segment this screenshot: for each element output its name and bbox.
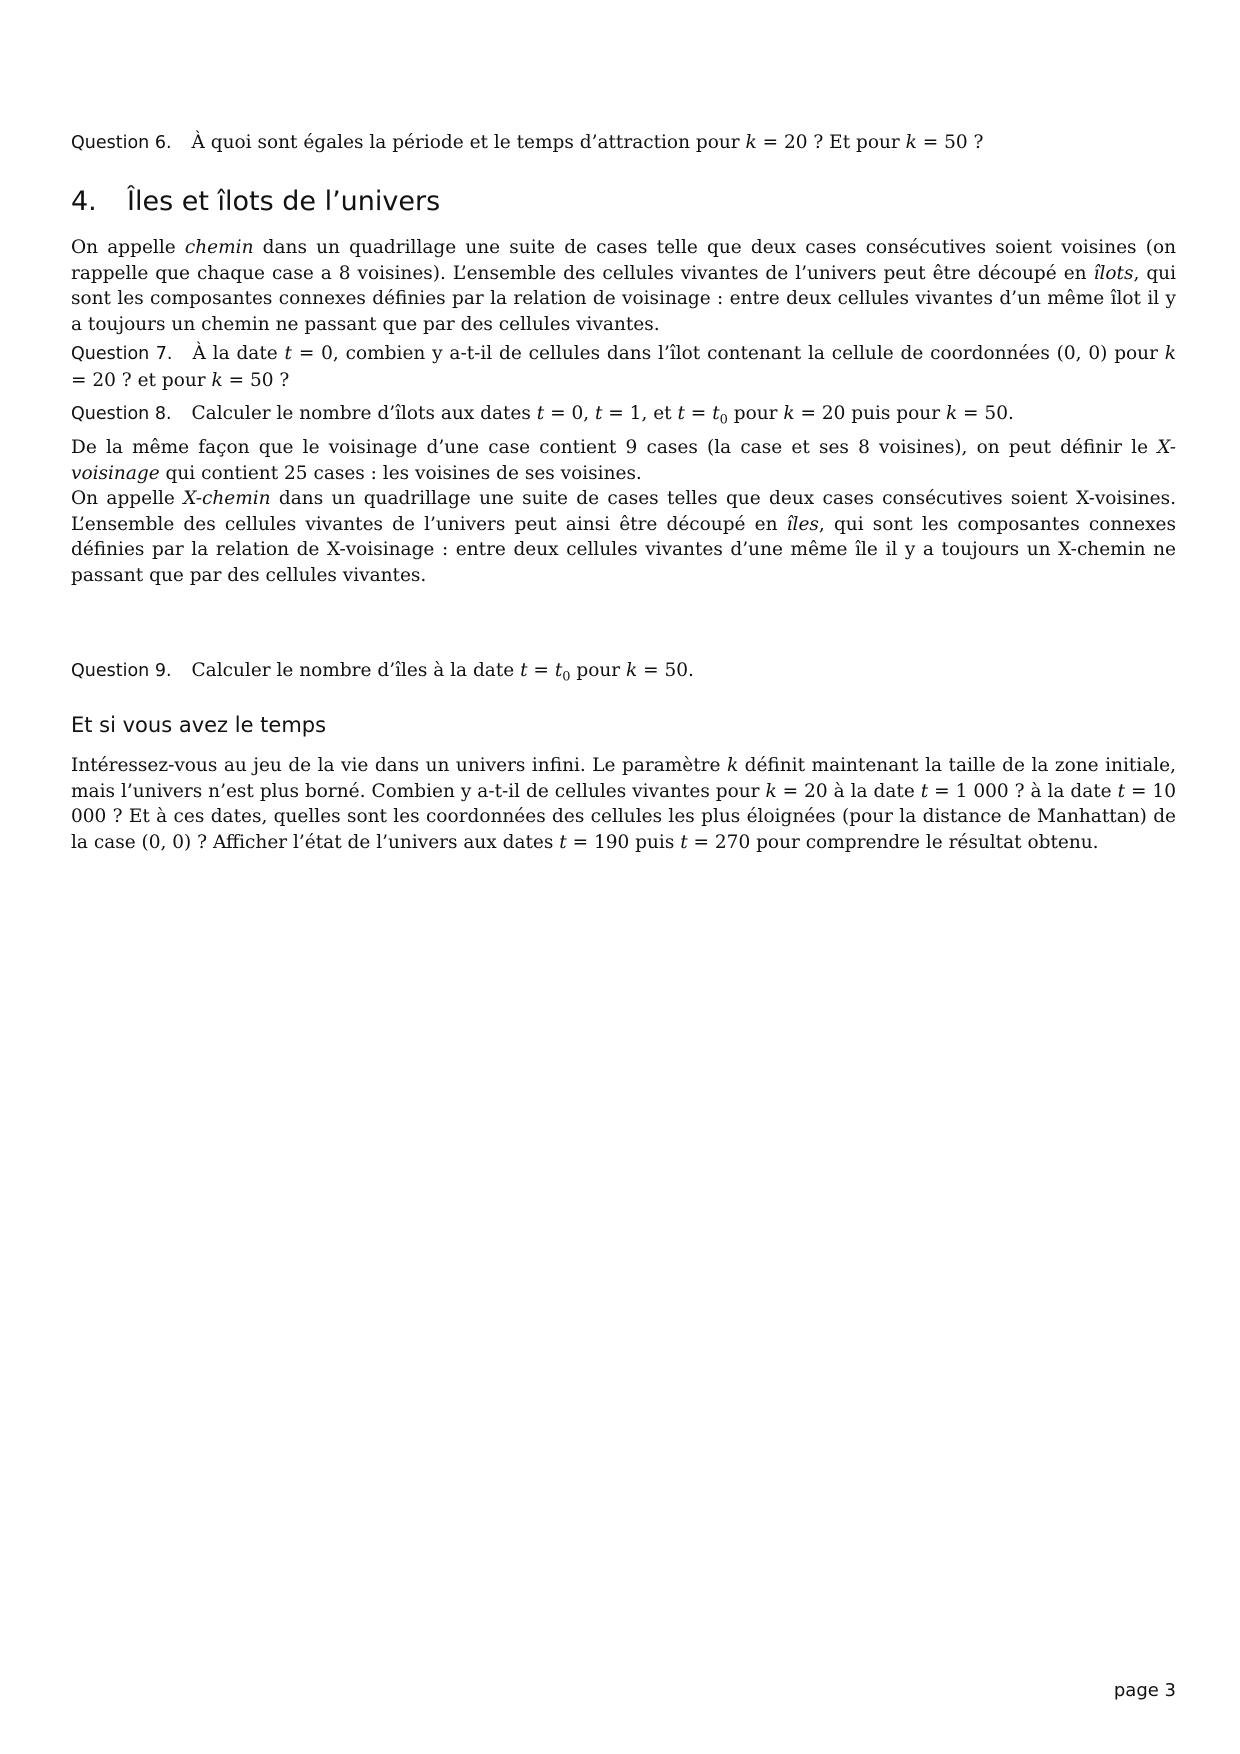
- text: = 10 000 ? Et à ces dates, quelles sont les coordonnées des cellules les plus éloignées (pour la distance de Manhattan) de la case (0, 0) ? Afficher l’état de l’univers aux dates: [71, 780, 1176, 853]
- math-var: k: [783, 403, 795, 424]
- text: pour: [570, 660, 626, 681]
- paragraph-x-definitions: [71, 435, 1176, 588]
- math-var: k: [745, 132, 757, 153]
- emphasis: îles: [786, 513, 819, 535]
- text: =: [684, 403, 713, 424]
- math-var: k: [211, 369, 223, 391]
- text: définit maintenant la taille de la zone initiale, mais l’univers n’est plus borné. Combien y a-t-il de cellules vivantes pour: [71, 755, 1176, 802]
- math-var: t: [559, 831, 567, 853]
- text: Intéressez-vous au jeu de la vie dans un univers infini. Le paramètre: [71, 755, 727, 776]
- question-7: [71, 341, 1176, 393]
- math-var: t: [520, 660, 528, 681]
- question-label: Question 8.: [71, 404, 172, 424]
- text: On appelle: [71, 237, 185, 258]
- math-var: t: [680, 831, 688, 853]
- question-text: À quoi sont égales la période et le temps d’attraction pour: [191, 132, 746, 153]
- question-9: [71, 658, 1176, 690]
- text: dans un quadrillage une suite de cases telle que deux cases consécutives soient voisines (on rappelle que chaque case a 8 voisines). L’ensemble des cellules vivantes de l’univers peut être découpé en: [71, 237, 1176, 284]
- math-var: t: [920, 780, 929, 802]
- text: On appelle: [71, 488, 184, 509]
- math-var: k: [905, 132, 917, 153]
- text: = 20 ? et pour: [71, 369, 212, 391]
- text: = 50.: [637, 660, 694, 681]
- paragraph-univers-infini: [71, 753, 1176, 855]
- emphasis: chemin: [184, 237, 254, 258]
- question-label: Question 9.: [71, 661, 172, 681]
- paragraph-chemin: [71, 235, 1176, 337]
- question-label: Question 6.: [71, 133, 172, 153]
- emphasis: X-chemin: [183, 488, 271, 509]
- section-title: Îles et îlots de l’univers: [127, 186, 441, 217]
- text: = 50 ?: [222, 369, 290, 391]
- math-var: t: [284, 343, 292, 364]
- question-6: [71, 130, 1176, 157]
- paragraph-x-chemin: [71, 486, 1176, 588]
- math-var: t: [677, 403, 685, 424]
- subsection-heading: Et si vous avez le temps: [71, 713, 327, 737]
- math-var: k: [726, 755, 739, 776]
- math-var: k: [1164, 343, 1176, 364]
- math-var: t: [594, 403, 603, 424]
- text: = 0,: [544, 403, 595, 424]
- text: = 50.: [957, 403, 1014, 424]
- question-text: = 20 ? Et pour: [756, 132, 906, 153]
- text: = 20 puis pour: [794, 403, 946, 424]
- text: =: [527, 660, 555, 681]
- text: dans un quadrillage une suite de cases telles que deux cases consécutives soient X-voisines. L’ensemble des cellules vivantes de l’univers peut ainsi être découpé en: [71, 488, 1176, 535]
- subscript: 0: [719, 412, 728, 428]
- math-var: t: [536, 403, 545, 424]
- subscript: 0: [562, 669, 571, 685]
- text: À la date: [192, 343, 285, 364]
- math-var: k: [765, 780, 777, 802]
- text: = 0, combien y a-t-il de cellules dans l’îlot contenant la cellule de coordonnées (0, 0) pour: [291, 343, 1165, 364]
- text: = 1 000 ? à la date: [928, 780, 1118, 802]
- question-text: = 50 ?: [916, 132, 984, 153]
- math-var: k: [945, 403, 958, 424]
- text: = 270 pour comprendre le résultat obtenu.: [687, 831, 1099, 853]
- text: = 190 puis: [566, 831, 681, 853]
- text: Calculer le nombre d’îlots aux dates: [191, 403, 537, 424]
- section-number: 4.: [71, 186, 97, 217]
- text: pour: [727, 403, 784, 424]
- math-var: t: [1117, 780, 1126, 802]
- text: , qui sont les composantes connexes définies par la relation de X-voisinage : entre deux cellules vivantes d’une même île il y a toujours un X-chemin ne passant que par des cellules vivantes.: [71, 513, 1176, 586]
- text: qui contient 25 cases : les voisines de ses voisines.: [159, 462, 642, 484]
- paragraph-x-voisinage: [71, 435, 1176, 486]
- math-var: t: [712, 403, 720, 424]
- question-8: [71, 401, 1176, 433]
- text: De la même façon que le voisinage d’une case contient 9 cases (la case et ses 8 voisines), on peut définir le: [71, 437, 1158, 458]
- page-number: page 3: [1113, 1680, 1176, 1701]
- question-label: Question 7.: [71, 344, 173, 364]
- section-heading: [71, 185, 440, 219]
- text: = 20 à la date: [776, 780, 921, 802]
- emphasis: îlots: [1093, 262, 1134, 284]
- text: , qui sont les composantes connexes définies par la relation de voisinage : entre deux cellules vivantes d’un même îlot il y a toujours un chemin ne passant que par des cellules vivantes.: [71, 262, 1177, 335]
- math-var: t: [554, 660, 563, 681]
- emphasis: X-voisinage: [71, 437, 1176, 484]
- text: Calculer le nombre d’îles à la date: [191, 660, 521, 681]
- math-var: k: [625, 660, 638, 681]
- text: = 1, et: [602, 403, 678, 424]
